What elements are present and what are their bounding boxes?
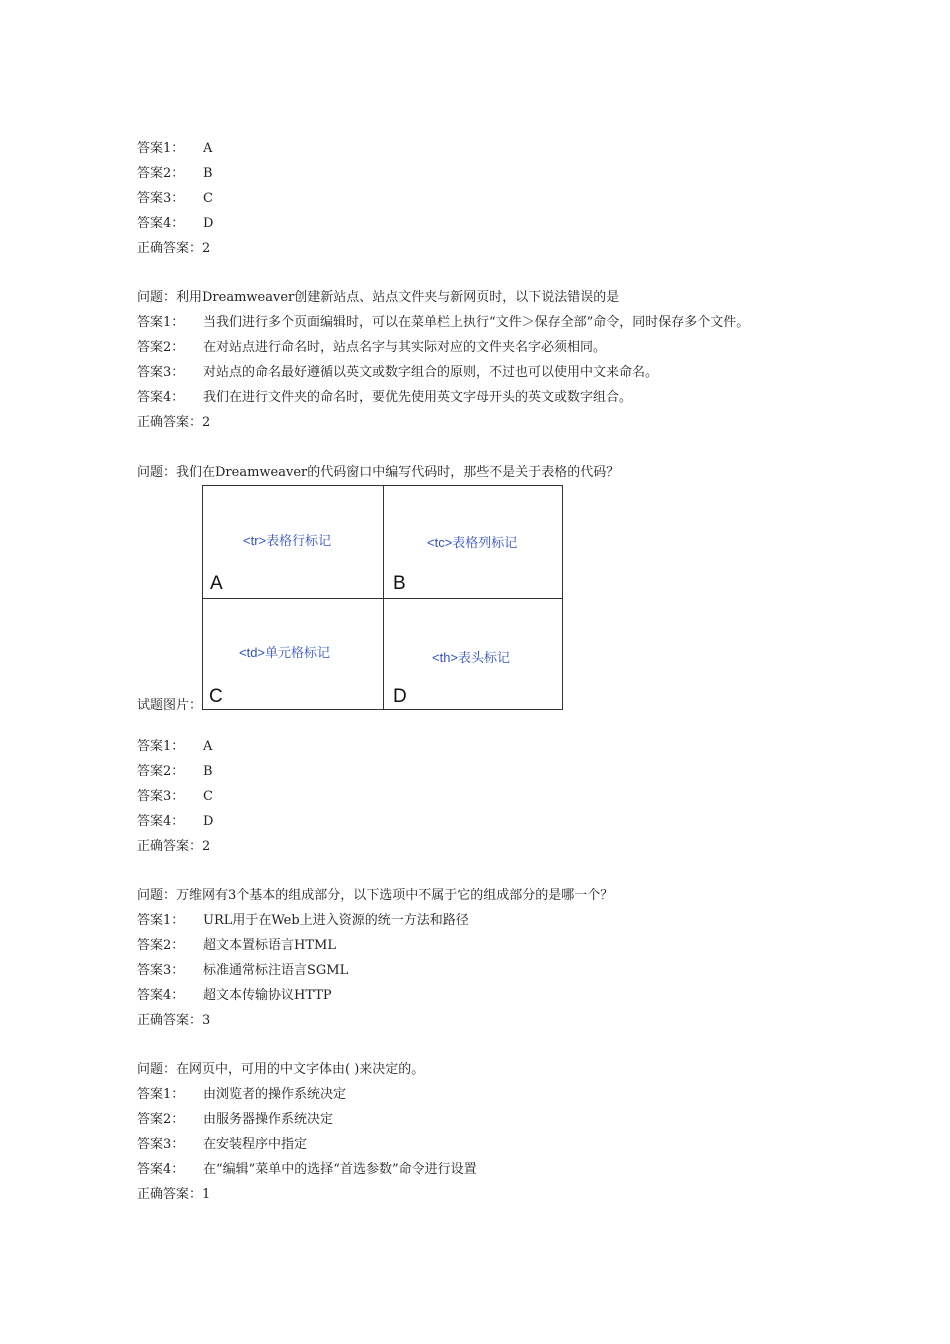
answer-option (137, 338, 606, 358)
image-cell-letter: A (210, 573, 223, 594)
answer-option (137, 737, 212, 757)
answer-option (137, 762, 213, 782)
answer-text: A (203, 739, 213, 754)
answer-text: B (203, 764, 213, 779)
answer-label: 答案4： (137, 1162, 185, 1177)
answer-option (137, 139, 212, 159)
correct-answer: 正确答案：2 (137, 415, 211, 430)
image-cell-letter: B (393, 573, 406, 594)
image-cell-letter: D (393, 686, 407, 707)
image-cell-code: <tr>表格行标记 (243, 533, 332, 548)
answer-option (137, 911, 469, 931)
answer-label: 答案3： (137, 191, 185, 206)
correct-answer: 正确答案：2 (137, 839, 211, 854)
answer-label: 答案2： (137, 1112, 185, 1127)
answer-option (137, 363, 658, 383)
answer-label: 答案1： (137, 141, 185, 156)
image-cell-code: <th>表头标记 (432, 650, 511, 665)
answer-option (137, 1160, 477, 1180)
answer-label: 答案2： (137, 166, 185, 181)
answer-option (137, 164, 213, 184)
answer-text: 超文本传输协议HTTP (203, 988, 332, 1003)
answer-text: 对站点的命名最好遵循以英文或数字组合的原则，不过也可以使用中文来命名。 (203, 365, 659, 380)
answer-option (137, 936, 336, 956)
question-text: 问题：在网页中，可用的中文字体由( )来决定的。 (137, 1062, 425, 1077)
question-text: 问题：利用Dreamweaver创建新站点、站点文件夹与新网页时，以下说法错误的是 (137, 290, 620, 305)
image-cell-letter: C (209, 686, 223, 707)
answer-text: 超文本置标语言HTML (203, 938, 336, 953)
answer-label: 答案4： (137, 988, 185, 1003)
answer-option (137, 214, 213, 234)
image-cell-code: <td>单元格标记 (239, 645, 331, 660)
answer-text: URL用于在Web上进入资源的统一方法和路径 (203, 913, 469, 928)
correct-answer: 正确答案：1 (137, 1187, 211, 1202)
answer-text: 当我们进行多个页面编辑时，可以在菜单栏上执行“文件＞保存全部”命令，同时保存多个文件。 (203, 315, 750, 330)
question-text: 问题：万维网有3个基本的组成部分，以下选项中不属于它的组成部分的是哪一个？ (137, 888, 614, 903)
answer-label: 答案3： (137, 789, 185, 804)
correct-answer: 正确答案：3 (137, 1013, 211, 1028)
question-image (202, 485, 563, 710)
answer-label: 答案4： (137, 390, 185, 405)
answer-option (137, 787, 213, 807)
image-cell-code: <tc>表格列标记 (427, 535, 518, 550)
answer-option (137, 986, 332, 1006)
answer-text: 我们在进行文件夹的命名时，要优先使用英文字母开头的英文或数字组合。 (203, 390, 633, 405)
answer-text: 由服务器操作系统决定 (203, 1112, 334, 1127)
answer-option (137, 812, 213, 832)
question-text: 问题：我们在Dreamweaver的代码窗口中编写代码时，那些不是关于表格的代码？ (137, 465, 620, 480)
answer-text: D (203, 814, 214, 829)
answer-label: 答案1： (137, 913, 185, 928)
answer-text: 标准通常标注语言SGML (203, 963, 349, 978)
answer-label: 答案4： (137, 814, 185, 829)
answer-text: 由浏览者的操作系统决定 (203, 1087, 347, 1102)
answer-text: 在对站点进行命名时，站点名字与其实际对应的文件夹名字必须相同。 (203, 340, 607, 355)
answer-option (137, 1085, 346, 1105)
answer-text: C (203, 789, 213, 804)
answer-label: 答案2： (137, 340, 185, 355)
answer-option (137, 388, 632, 408)
answer-text: 在“编辑”菜单中的选择“首选参数”命令进行设置 (203, 1162, 477, 1177)
answer-label: 答案4： (137, 216, 185, 231)
answer-option (137, 1110, 333, 1130)
answer-label: 答案2： (137, 764, 185, 779)
image-caption: 试题图片： (137, 698, 203, 713)
answer-label: 答案3： (137, 963, 185, 978)
answer-option (137, 189, 213, 209)
answer-label: 答案2： (137, 938, 185, 953)
answer-text: C (203, 191, 213, 206)
answer-option (137, 961, 348, 981)
answer-text: 在安装程序中指定 (203, 1137, 308, 1152)
answer-label: 答案1： (137, 1087, 185, 1102)
answer-text: D (203, 216, 214, 231)
correct-answer: 正确答案：2 (137, 241, 211, 256)
grid-divider-horizontal (203, 598, 562, 599)
answer-option (137, 313, 749, 333)
answer-text: A (203, 141, 213, 156)
answer-option (137, 1135, 307, 1155)
answer-label: 答案3： (137, 1137, 185, 1152)
answer-text: B (203, 166, 213, 181)
answer-label: 答案1： (137, 315, 185, 330)
answer-label: 答案3： (137, 365, 185, 380)
answer-label: 答案1： (137, 739, 185, 754)
